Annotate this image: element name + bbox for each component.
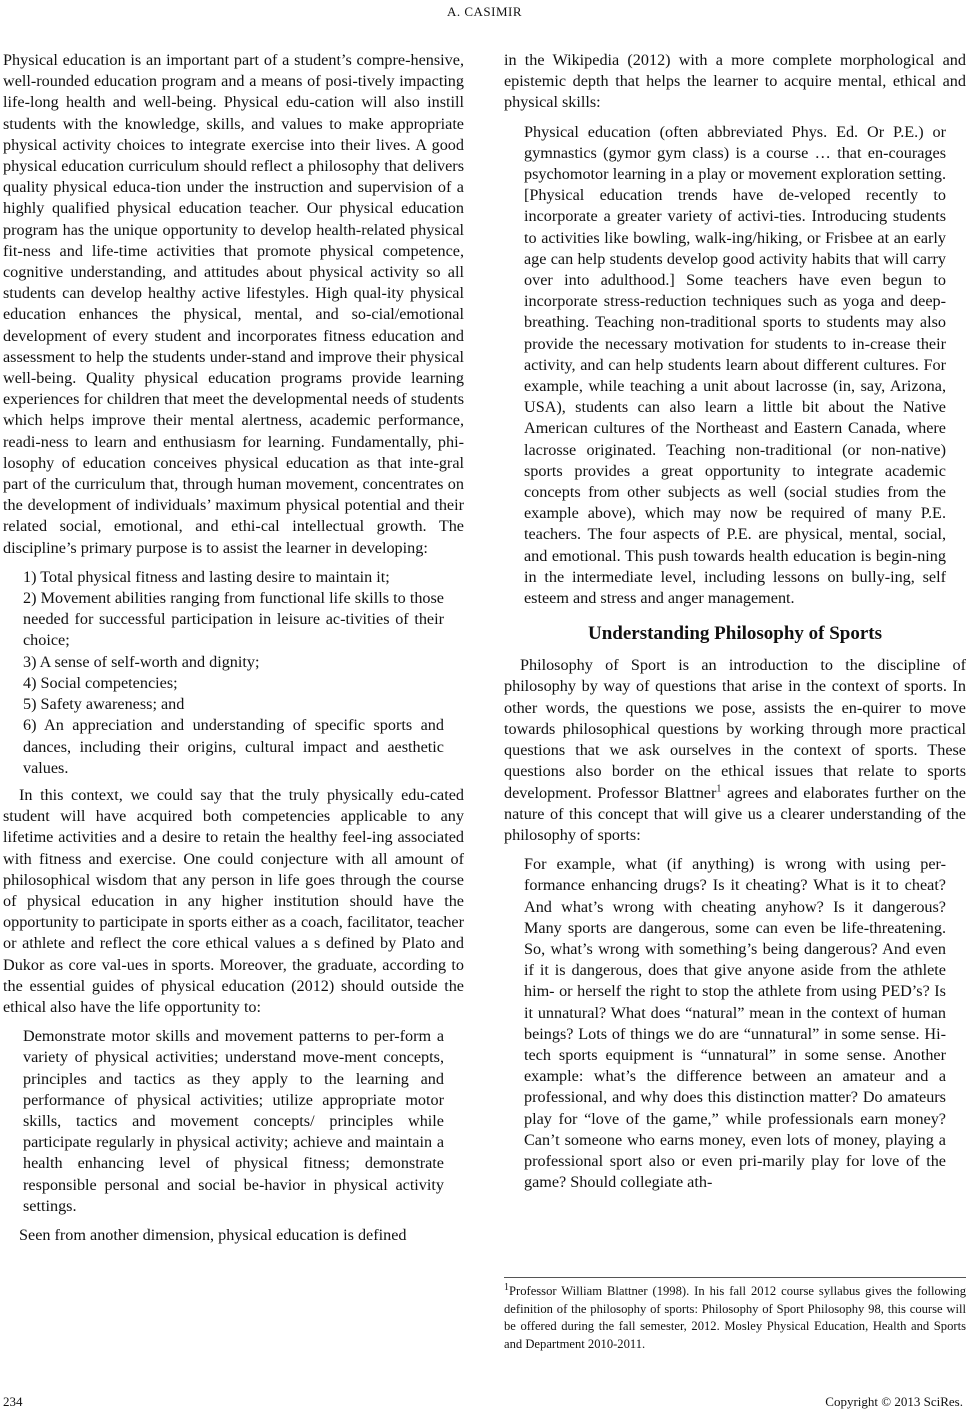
body-paragraph-continued: in the Wikipedia (2012) with a more complete morphological and epistemic depth that helps the learner to acquire mental, ethical and physical skills: [504,51,966,112]
section-heading: Understanding Philosophy of Sports [587,623,883,645]
footnote-reference[interactable]: 1 [716,783,722,795]
paragraph-text: Philosophy of Sport is an introduction to the discipline of philosophy by way of questions that arise in the context of sports. In other words, the questions we pose, assists the en-quirer to move towards philosophical questions by working through more practical questions that we ask ourselves in the context of sports. These questions also border on the ethical issues that relate to sports development. Professor Blattner [504,656,966,802]
list-item: 4) Social competencies; [23,673,178,692]
list-item: 6) An appreciation and understanding of specific sports and dances, including their origins, cultural impact and aesthetic values. [23,716,444,777]
paragraph-text: agrees and elaborates further on the nature of this concept that will give us a clearer understanding of the philosophy of sports: [504,783,966,844]
footnote [504,1283,966,1353]
body-paragraph-2: In this context, we could say that the truly physically edu-cated student will have acquired both competencies applicable to any lifetime activities and a desire to retain the healthy feel-ing associated with fitness and exercise. One could conjecture with all amount of philosophical wisdom that any person in life goes through the course of physical education in any higher institution should have the opportunity to participate in sports either as a coach, facilitator, teacher or athlete and reflect the core ethical values a s defined by Plato and Dukor as core val-ues in sports. Moreover, the graduate, according to the essential guides of physical education (2012) should outside the ethical also have the life opportunity to: [3,785,464,1016]
body-paragraph-1: Physical education is an important part of a student’s compre-hensive, well-rounded education program and a means of posi-tively impacting life-long health and well-being. Physical edu-cation will also instill students with the knowledge, skills, and values to make appropriate physical activity choices to integrate exercise into their lives. A good physical education curriculum should reflect a philosophy that delivers quality physical educa-tion under the instruction and supervision of a highly qualified physical education teacher. Our physical education program has the unique opportunity to develop health-related physical fit-ness and life-time activities that promote physical competence, cognitive understanding, and attitudes about physical activity so all students can develop healthy active lifestyles. High qual-ity physical education enhances the physical, mental, and so-cial/emotional development of every student and incorporates fitness education and assessment to help the students under-stand and improve their physical well-being. Quality physical education programs provide learning experiences for children that meet the developmental needs of students which helps improve their mental alertness, academic performance, readi-ness to learn and enthusiasm for learning. Fundamentally, phi-losophy of education conceives physical education as that inte-gral part of the curriculum that, through human movement, concentrates on the development of individuals’ maximum physical potential and their related social, emotional, and ethi-cal intellectual growth. The discipline’s primary purpose is to assist the learner in developing: [3,51,464,557]
footnote-text: Professor William Blattner (1998). In his fall 2012 course syllabus gives the following definition of the philosophy of sports: Philosophy of Sport Philosophy 98, this course will be offered during the fall semester, 2012. Mosley Physical Education, Health and Sports and Department 2010-2011. [504,1284,966,1351]
page-number: 234 [3,1394,23,1409]
running-head: A. CASIMIR [446,4,523,19]
footnote-marker: 1 [504,1281,509,1293]
block-quote-wikipedia: Physical education (often abbreviated Phys. Ed. Or P.E.) or gymnastics (gymor gym class) is a course … that en-courages psychomotor learning in a play or movement exploration setting. [Physical education trends have de-veloped recently to incorporate a greater variety of activi-ties. Introducing students to activities like bowling, walk-ing/hiking, or Frisbee at an early age can help students develop good activity habits that will carry over into adulthood.] Some teachers have even begun to incorporate stress-reduction techniques such as yoga and deep-breathing. Teaching non-traditional sports to students may also provide the necessary motivation for students to in-crease their activity, and can help students learn about different cultures. For example, while teaching a unit about lacrosse (in, say, Arizona, USA), students can also learn a little bit about the Native American cultures of the Northeast and Eastern Canada, where lacrosse originated. Teaching non-traditional (or non-native) sports provides a great opportunity to integrate academic concepts from other subjects as well (social studies from the example above), which may now be required of many P.E. teachers. The four aspects of P.E. are physical, mental, social, and emotional. This push towards health education is begin-ning in the intermediate level, including lessons on bully-ing, self esteem and stress and anger management. [524,122,946,608]
body-paragraph-philosophy [504,655,966,846]
list-item: 3) A sense of self-worth and dignity; [23,652,260,671]
list-item: 5) Safety awareness; and [23,695,185,714]
block-quote: Demonstrate motor skills and movement patterns to per-form a variety of physical activities; understand move-ment concepts, principles and tactics as they apply to the learning and performance of physical activities; utilize appropriate motor skills, tactics and movement concepts/ principles while participate regularly in physical activity; achieve and maintain a health enhancing level of physical fitness; demonstrate responsible personal and social be-havior in physical activity settings. [23,1027,444,1215]
left-column [3,50,464,1246]
list-item: 1) Total physical fitness and lasting desire to maintain it; [23,567,390,586]
copyright-notice: Copyright © 2013 SciRes. [825,1394,963,1409]
list-item: 2) Movement abilities ranging from functional life skills to those needed for successful participation in leisure ac-tivities of their choice; [23,589,444,650]
right-column [504,50,966,1203]
skills-list [23,567,444,779]
body-paragraph-3: Seen from another dimension, physical education is defined [19,1225,407,1244]
block-quote-blattner: For example, what (if anything) is wrong with using per-formance enhancing drugs? Is it cheating? What is it to cheat? And what’s wrong with cheating anyhow? Is it dangerous? Many sports are dangerous, some can even be life-threatening. So, what’s wrong with something’s being dangerous? And even if it is dangerous, does that give anyone aside from the athlete him- or herself the right to stop the athlete from using PED’s? Is it unnatural? What does “natural” mean in the context of human beings? Lots of things we do are “unnatural” in some sense. Hi-tech sports equipment is “unnatural” in some sense. Another example: what’s the difference between an amateur and a professional, and why does this distinction matter? Do amateurs play for “love of the game,” while professionals earn money? Can’t someone who earns money, even lots of money, playing a professional sport also or even pri-marily play for love of the game? Should collegiate ath- [524,855,946,1192]
footnote-divider [504,1277,966,1278]
